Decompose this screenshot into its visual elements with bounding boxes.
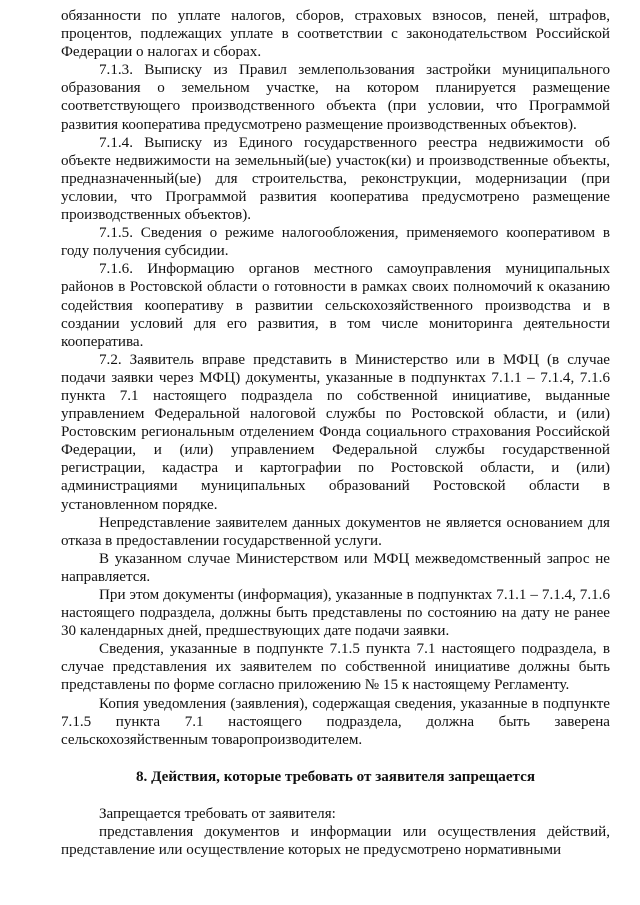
paragraph-copy-notification: Копия уведомления (заявления), содержащая сведения, указанные в подпункте 7.1.5 пункта 7.1 настоящего подраздела, должна быть заверена сельскохозяйственным товаропроизводителем. — [61, 695, 610, 748]
paragraph-documents-date: При этом документы (информация), указанные в подпунктах 7.1.1 – 7.1.4, 7.1.6 настоящего подраздела, должны быть представлены по состоянию на дату не ранее 30 календарных дней, предшествующих дате подачи заявки. — [61, 587, 610, 640]
paragraph-continuation: обязанности по уплате налогов, сборов, страховых взносов, пеней, штрафов, процентов, подлежащих уплате в соответствии с законодательством Российской Федерации о налогах и сборах. — [61, 8, 610, 61]
paragraph-non-submission: Непредставление заявителем данных документов не является основанием для отказа в предоставлении государственной услуги. — [61, 514, 610, 549]
section-heading: 8. Действия, которые требовать от заявителя запрещается — [135, 768, 536, 785]
paragraph-7-2: 7.2. Заявитель вправе представить в Министерство или в МФЦ (в случае подачи заявки через МФЦ) документы, указанные в подпунктах 7.1.1 – 7.1.4, 7.1.6 пункта 7.1 настоящего подраздела по собственной инициативе, выданные управлением Федеральной налоговой службы по Ростовской области, и (или) Ростовским региональным отделением Фонда социального страхования Российской Федерации, и (или) управлением Федеральной службы государственной регистрации, кадастра и картографии по Ростовской области, и (или) администрациями муниципальных образований Ростовской области в установленном порядке. — [61, 351, 610, 513]
document-page — [61, 7, 610, 859]
paragraph-7-1-5: 7.1.5. Сведения о режиме налогообложения, применяемого кооперативом в году получения субсидии. — [61, 225, 610, 260]
paragraph-7-1-6: 7.1.6. Информацию органов местного самоуправления муниципальных районов в Ростовской области о готовности в рамках своих полномочий к оказанию содействия кооперативу в развитии сельскохозяйственного производства и в создании условий для его развития, в том числе мониторинга деятельности кооператива. — [61, 261, 610, 350]
paragraph-7-1-4: 7.1.4. Выписку из Единого государственного реестра недвижимости об объекте недвижимости на земельный(ые) участок(ки) и производственные объекты, предназначенный(ые) для строительства, реконструкции, модернизации (при условии, что Программой развития кооператива предусмотрено размещение производственных объектов). — [61, 134, 610, 224]
paragraph-interagency-request: В указанном случае Министерством или МФЦ межведомственный запрос не направляется. — [61, 550, 610, 585]
paragraph-7-1-3: 7.1.3. Выписку из Правил землепользования застройки муниципального образования о земельном участке, на котором планируется размещение соответствующего производственного объекта (при условии, что Программой развития кооператива предусмотрено размещение производственных объектов). — [61, 62, 610, 133]
paragraph-prohibited-item: представления документов и информации или осуществления действий, представление или осуществление которых не предусмотрено нормативными — [61, 824, 610, 859]
paragraph-form-annex: Сведения, указанные в подпункте 7.1.5 пункта 7.1 настоящего подраздела, в случае представления их заявителем по собственной инициативе должны быть представлены по форме согласно приложению № 15 к настоящему Регламенту. — [61, 641, 610, 694]
paragraph-prohibited-intro: Запрещается требовать от заявителя: — [99, 805, 336, 822]
